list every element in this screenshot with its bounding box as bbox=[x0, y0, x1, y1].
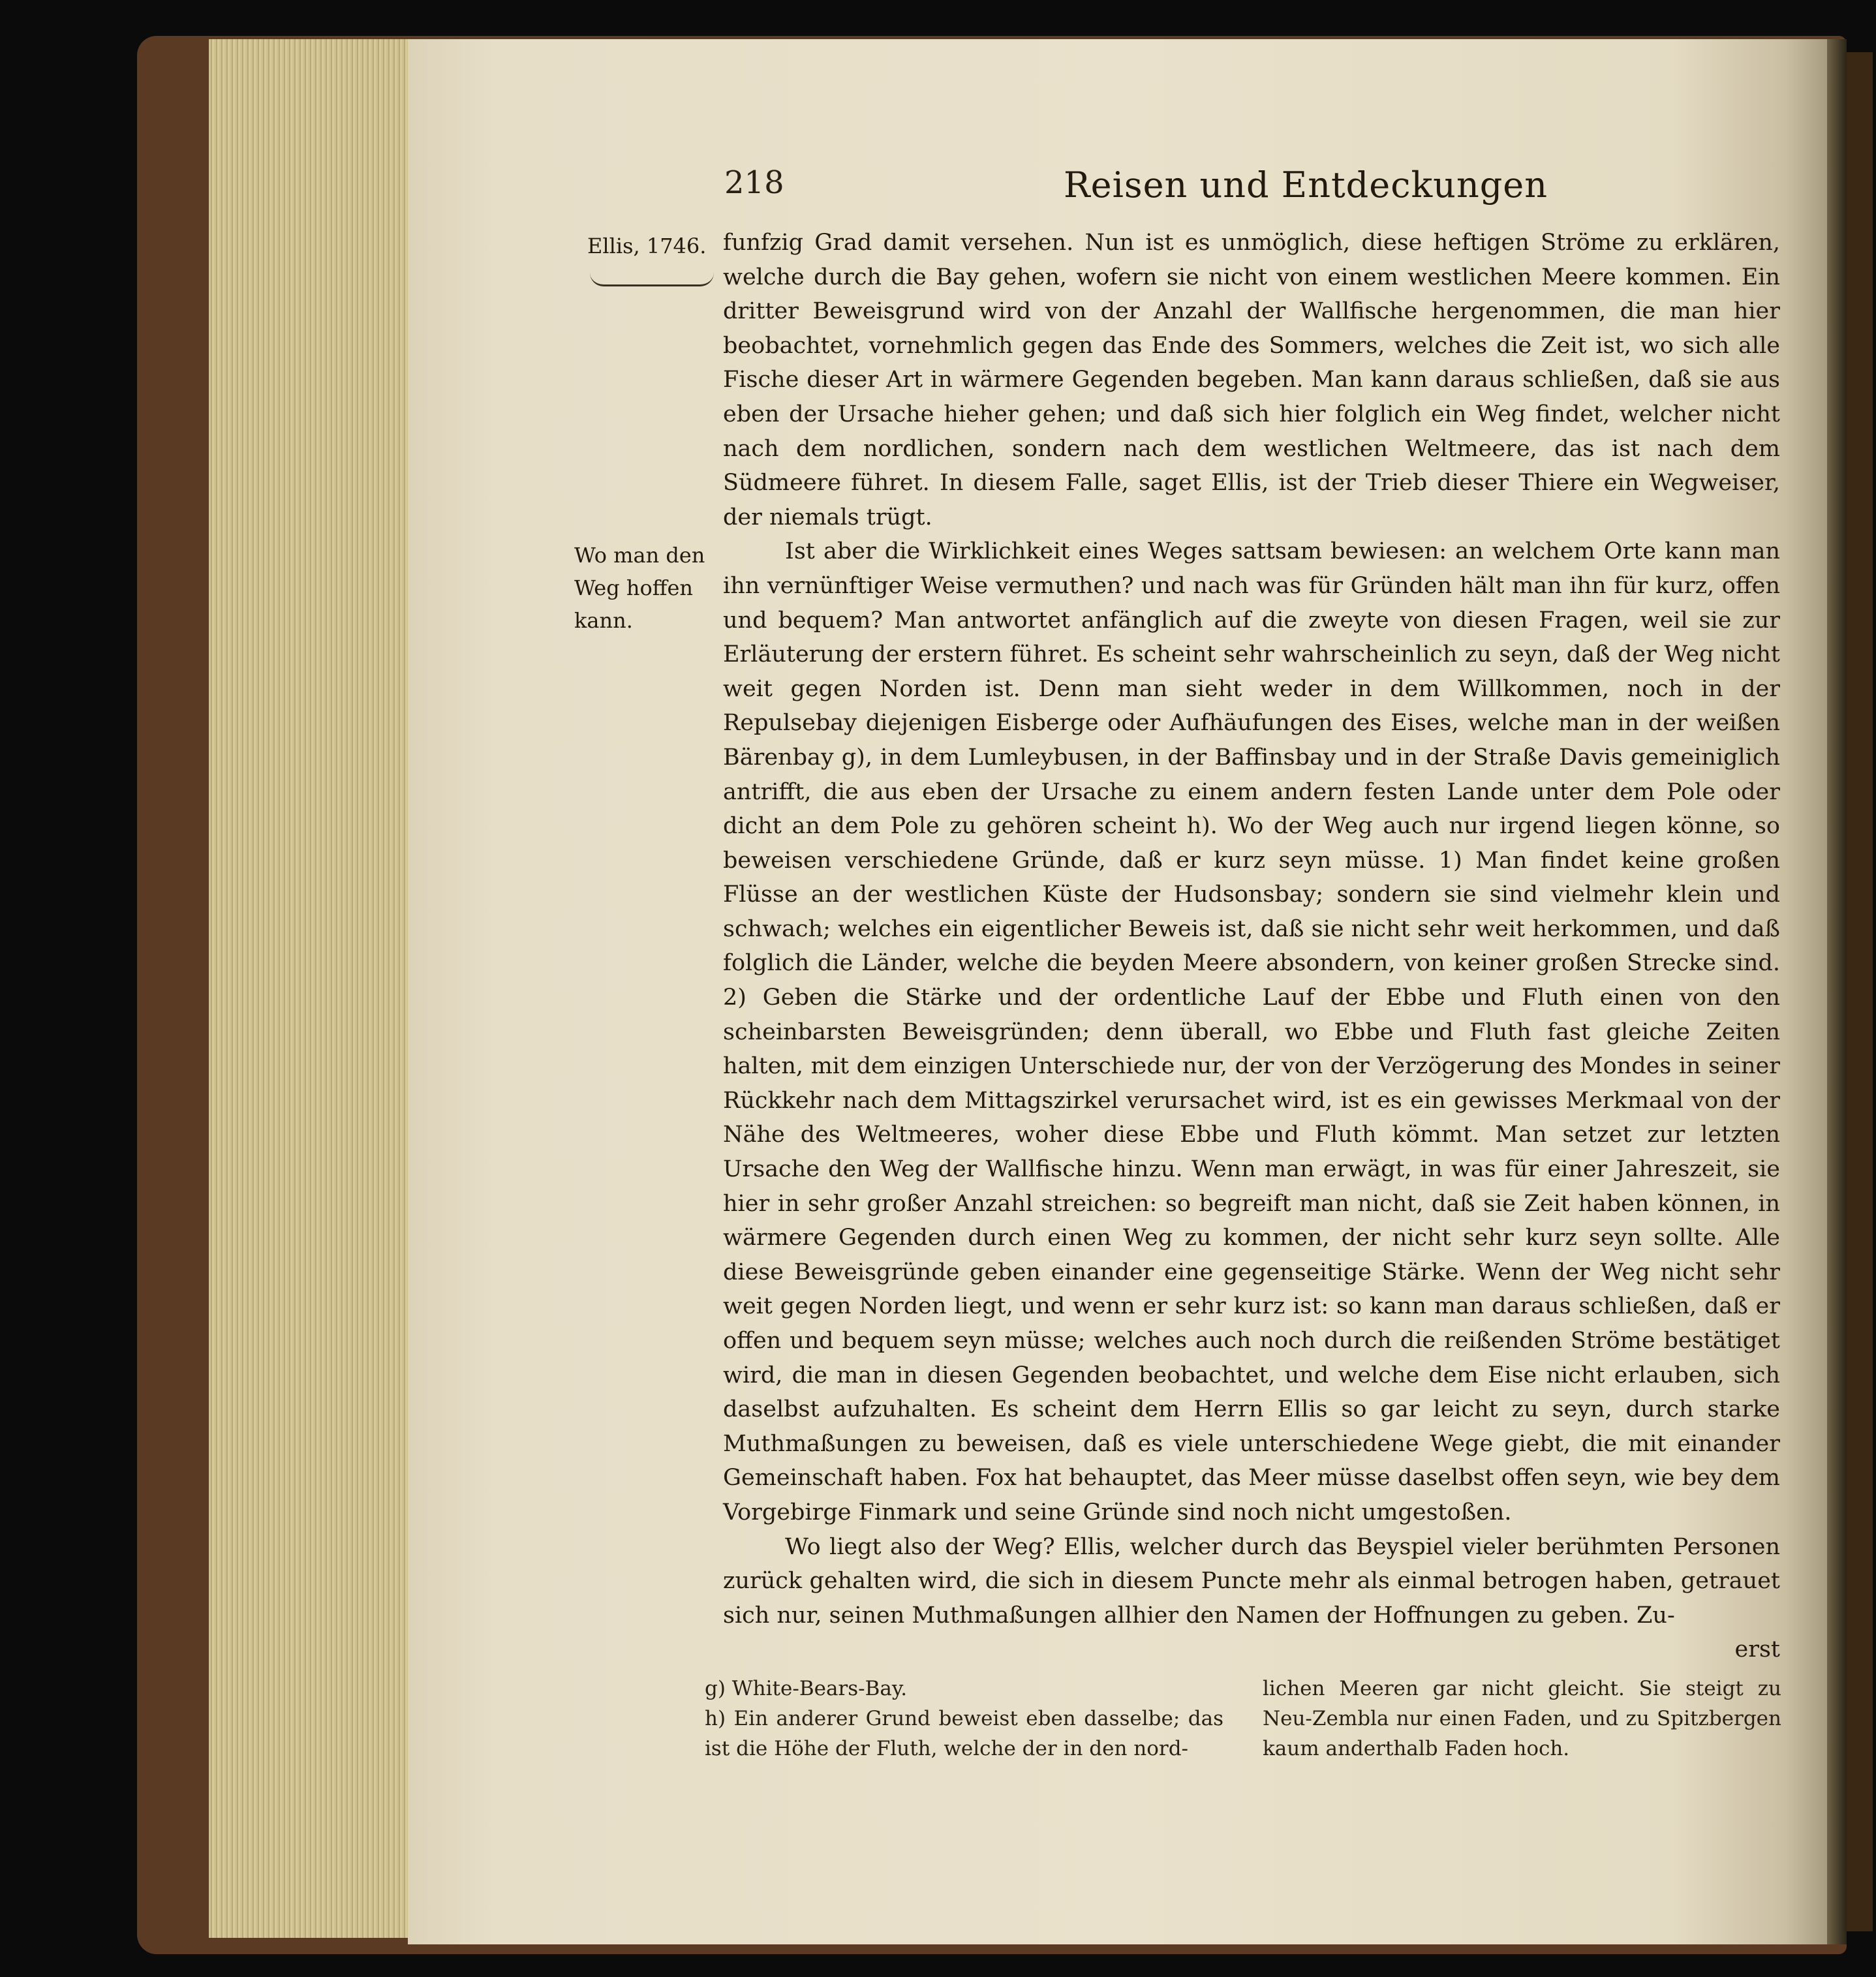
facing-page-edge bbox=[1847, 52, 1873, 1931]
margin-note-ellis: Ellis, 1746. bbox=[587, 234, 707, 258]
footnote-h-continued: lichen Meeren gar nicht gleicht. Sie steigt zu Neu-Zembla nur einen Faden, und zu Spitzbergen kaum anderthalb Faden hoch. bbox=[1263, 1677, 1781, 1760]
footnotes-right-column bbox=[1263, 1674, 1781, 1764]
page-number: 218 bbox=[724, 164, 784, 201]
footnote-g: g) White-Bears-Bay. bbox=[705, 1677, 908, 1700]
footnotes-left-column bbox=[705, 1674, 1223, 1764]
main-text bbox=[723, 226, 1780, 1667]
running-head: Reisen und Entdeckungen bbox=[1064, 164, 1548, 206]
footnote-h: h) Ein anderer Grund beweist eben dasselbe; das ist die Höhe der Fluth, welche der in den nord- bbox=[705, 1707, 1223, 1760]
page-gutter bbox=[1827, 39, 1847, 1944]
paragraph-3: Wo liegt also der Weg? Ellis, welcher durch das Beyspiel vieler berühmten Personen zurück gehalten wird, die sich in diesem Puncte mehr als einmal betrogen haben, getrauet sich nur, seinen Muthmaßungen allhier den Namen der Hoffnungen zu geben. Zu- bbox=[723, 1533, 1780, 1629]
margin-note-weg: Wo man den Weg hoffen kann. bbox=[574, 543, 705, 633]
page-edges bbox=[209, 39, 408, 1938]
page-header bbox=[724, 164, 1788, 210]
catchword: erst bbox=[1734, 1636, 1780, 1663]
paragraph-1: funfzig Grad damit versehen. Nun ist es unmöglich, diese heftigen Ströme zu erklären, welche durch die Bay gehen, wofern sie nicht von einem westlichen Meere kommen. Ein dritter Beweisgrund wird von der Anzahl der Wallfische hergenommen, die man hier beobachtet, vornehmlich gegen das Ende des Sommers, welches die Zeit ist, wo sich alle Fische dieser Art in wärmere Gegenden begeben. Man kann daraus schließen, daß sie aus eben der Ursache hieher gehen; und daß sich hier folglich ein Weg findet, welcher nicht nach dem nordlichen, sondern nach dem westlichen Weltmeere, das ist nach dem Südmeere führet. In diesem Falle, saget Ellis, ist der Trieb dieser Thiere ein Wegweiser, der niemals trügt. bbox=[723, 230, 1780, 530]
paragraph-2: Ist aber die Wirklichkeit eines Weges sattsam bewiesen: an welchem Orte kann man ihn vernünftiger Weise vermuthen? und nach was für Gründen hält man ihn für kurz, offen und bequem? Man antwortet anfänglich auf die zweyte von diesen Fragen, weil sie zur Erläuterung der erstern führet. Es scheint sehr wahrscheinlich zu seyn, daß der Weg nicht weit gegen Norden ist. Denn man sieht weder in dem Willkommen, noch in der Repulsebay diejenigen Eisberge oder Aufhäufungen des Eises, welche man in der weißen Bärenbay g), in dem Lumleybusen, in der Baffinsbay und in der Straße Davis gemeiniglich antrifft, die aus eben der Ursache zu einem andern festen Lande unter dem Pole oder dicht an dem Pole zu gehören scheint h). Wo der Weg auch nur irgend liegen könne, so beweisen verschiedene Gründe, daß er kurz seyn müsse. 1) Man findet keine großen Flüsse an der westlichen Küste der Hudsonsbay; sondern sie sind vielmehr klein und schwach; welches ein eigentlicher Beweis ist, daß sie nicht sehr weit herkommen, und daß folglich die Länder, welche die beyden Meere absondern, von keiner großen Strecke sind. 2) Geben die Stärke und der ordentliche Lauf der Ebbe und Fluth einen von den scheinbarsten Beweisgründen; denn überall, wo Ebbe und Fluth fast gleiche Zeiten halten, mit dem einzigen Unterschiede nur, der von der Verzögerung des Mondes in seiner Rückkehr nach dem Mittagszirkel verursachet wird, ist es ein gewisses Merkmaal von der Nähe des Weltmeeres, woher diese Ebbe und Fluth kömmt. Man setzet zur letzten Ursache den Weg der Wallfische hinzu. Wenn man erwägt, in was für einer Jahreszeit, sie hier in sehr großer Anzahl streichen: so begreift man nicht, daß sie Zeit haben können, in wärmere Gegenden durch einen Weg zu kommen, der nicht sehr kurz seyn sollte. Alle diese Beweisgründe geben einander eine gegenseitige Stärke. Wenn der Weg nicht sehr weit gegen Norden liegt, und wenn er sehr kurz ist: so kann man daraus schließen, daß er offen und bequem seyn müsse; welches auch noch durch die reißenden Ströme bestätiget wird, die man in diesen Gegenden beobachtet, und welche dem Eise nicht erlauben, sich daselbst aufzuhalten. Es scheint dem Herrn Ellis so gar leicht zu seyn, durch starke Muthmaßungen zu beweisen, daß es viele unterschiedene Wege giebt, die mit einander Gemeinschaft haben. Fox hat behauptet, das Meer müsse daselbst offen seyn, wie bey dem Vorgebirge Finmark und seine Gründe sind noch nicht umgestoßen. bbox=[723, 538, 1780, 1525]
margin-brace bbox=[590, 273, 714, 286]
